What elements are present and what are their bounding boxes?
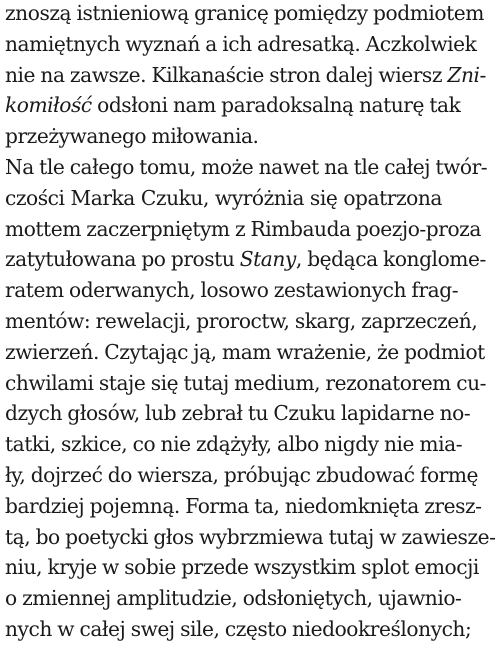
text-segment: ły, dojrzeć do wiersza, próbując zbudować formę bbox=[5, 462, 479, 487]
text-line bbox=[5, 152, 488, 183]
text-segment: odsłoni nam paradoksalną naturę tak bbox=[91, 93, 461, 118]
text-segment: ratem oderwanych, losowo zestawionych frag- bbox=[5, 278, 459, 303]
text-line bbox=[5, 29, 477, 60]
text-segment: bardziej pojemną. Forma ta, niedomknięta zresz- bbox=[5, 493, 482, 518]
text-segment: mentów: rewelacji, proroctw, skarg, zaprzeczeń, bbox=[5, 308, 478, 333]
text-line bbox=[5, 183, 442, 214]
text-line bbox=[5, 90, 461, 121]
text-segment: , będąca konglome- bbox=[295, 247, 486, 272]
text-segment: przeżywanego miłowania. bbox=[5, 124, 259, 149]
text-segment: znoszą istnieniową granicę pomiędzy podmiotem bbox=[5, 1, 484, 25]
text-line bbox=[5, 583, 462, 614]
italic-title-text: komiłość bbox=[5, 93, 92, 118]
text-segment: Na tle całego tomu, może nawet na tle całej twór- bbox=[5, 154, 488, 179]
text-segment: czości Marka Czuku, wyróżnia się opatrzona bbox=[5, 185, 442, 210]
text-line bbox=[5, 60, 486, 91]
text-segment: nie na zawsze. Kilkanaście stron dalej wiersz bbox=[5, 62, 448, 87]
text-line bbox=[5, 121, 442, 152]
text-line bbox=[5, 398, 471, 429]
text-line bbox=[5, 244, 486, 275]
text-segment: nych w całej swej sile, często niedookreślonych; bbox=[5, 616, 472, 641]
text-segment: zatytułowana po prostu bbox=[5, 247, 240, 272]
document-page bbox=[5, 0, 496, 645]
text-segment: niu, kryje w sobie przede wszystkim splot emocji bbox=[5, 555, 479, 580]
text-line bbox=[5, 614, 472, 645]
italic-title-text: Zni- bbox=[447, 62, 486, 87]
text-line bbox=[5, 337, 485, 368]
text-line bbox=[5, 522, 496, 553]
text-segment: dzych głosów, lub zebrał tu Czuku lapidarne no- bbox=[5, 401, 471, 426]
text-line bbox=[5, 460, 479, 491]
text-segment: mottem zaczerpniętym z Rimbauda poezjo-proza bbox=[5, 216, 481, 241]
italic-title-text: Stany bbox=[239, 247, 296, 272]
text-line bbox=[5, 491, 482, 522]
text-segment: tą, bo poetycki głos wybrzmiewa tutaj w zawiesze- bbox=[5, 524, 496, 549]
text-line bbox=[5, 552, 479, 583]
text-segment: tatki, szkice, co nie zdążyły, albo nigdy nie mia- bbox=[5, 432, 463, 457]
body-text bbox=[5, 0, 496, 645]
text-line bbox=[5, 0, 484, 29]
text-line bbox=[5, 214, 481, 245]
text-line bbox=[5, 275, 459, 306]
text-line bbox=[5, 429, 463, 460]
text-segment: zwierzeń. Czytając ją, mam wrażenie, że podmiot bbox=[5, 339, 485, 364]
text-segment: namiętnych wyznań a ich adresatką. Aczkolwiek bbox=[5, 31, 477, 56]
text-line bbox=[5, 306, 478, 337]
text-segment: chwilami staje się tutaj medium, rezonatorem cu- bbox=[5, 370, 487, 395]
text-line bbox=[5, 368, 487, 399]
text-segment: o zmiennej amplitudzie, odsłoniętych, ujawnio- bbox=[5, 586, 462, 611]
